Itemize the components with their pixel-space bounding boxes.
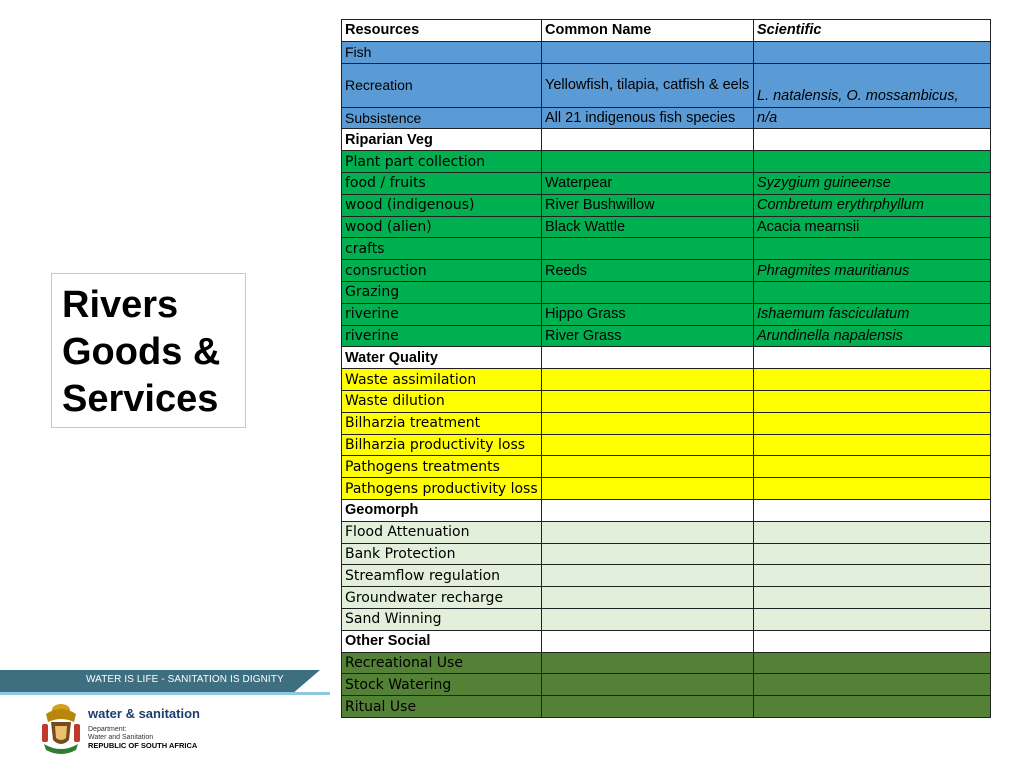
footer-banner <box>0 670 350 692</box>
scientific-cell <box>754 543 991 565</box>
table-row <box>342 216 991 238</box>
common-name-cell <box>542 456 754 478</box>
common-name-cell <box>542 499 754 521</box>
table-row <box>342 238 991 260</box>
common-name-cell <box>542 369 754 391</box>
common-name-cell <box>542 630 754 652</box>
resource-cell: Grazing <box>342 281 542 303</box>
scientific-cell <box>754 521 991 543</box>
resource-cell: Bilharzia treatment <box>342 412 542 434</box>
table-row <box>342 565 991 587</box>
scientific-cell: Ishaemum fasciculatum <box>754 303 991 325</box>
resource-cell: Bilharzia productivity loss <box>342 434 542 456</box>
header-scientific: Scientific <box>754 20 991 42</box>
table-row <box>342 390 991 412</box>
resource-cell: Riparian Veg <box>342 129 542 151</box>
dept-line-2: Water and Sanitation <box>88 734 154 741</box>
scientific-cell <box>754 434 991 456</box>
resource-cell: Streamflow regulation <box>342 565 542 587</box>
resource-cell: Flood Attenuation <box>342 521 542 543</box>
common-name-cell <box>542 151 754 173</box>
common-name-cell: Black Wattle <box>542 216 754 238</box>
resource-cell: Stock Watering <box>342 674 542 696</box>
resources-table <box>341 19 991 718</box>
scientific-cell <box>754 347 991 369</box>
common-name-cell: Reeds <box>542 260 754 282</box>
common-name-cell <box>542 478 754 500</box>
scientific-cell <box>754 499 991 521</box>
common-name-cell <box>542 434 754 456</box>
table-row <box>342 281 991 303</box>
resource-cell: Subsistence <box>342 107 542 129</box>
resource-cell: wood (indigenous) <box>342 194 542 216</box>
resource-cell: Waste dilution <box>342 390 542 412</box>
country-name: REPUBLIC OF SOUTH AFRICA <box>88 741 198 750</box>
resource-cell: consruction <box>342 260 542 282</box>
section-row <box>342 347 991 369</box>
common-name-cell: Yellowfish, tilapia, catfish & eels <box>542 63 754 107</box>
table-header-row <box>342 20 991 42</box>
table-row <box>342 63 991 107</box>
resource-cell: riverine <box>342 325 542 347</box>
scientific-cell: Combretum erythrphyllum <box>754 194 991 216</box>
scientific-cell <box>754 238 991 260</box>
common-name-cell <box>542 565 754 587</box>
resource-cell: Other Social <box>342 630 542 652</box>
resource-cell: Waste assimilation <box>342 369 542 391</box>
table-row <box>342 325 991 347</box>
resource-cell: Pathogens treatments <box>342 456 542 478</box>
common-name-cell <box>542 587 754 609</box>
header-resources: Resources <box>342 20 542 42</box>
department-text <box>88 726 197 751</box>
common-name-cell <box>542 238 754 260</box>
table-row <box>342 543 991 565</box>
common-name-cell <box>542 521 754 543</box>
common-name-cell: River Bushwillow <box>542 194 754 216</box>
resource-cell: Ritual Use <box>342 696 542 718</box>
common-name-cell: All 21 indigenous fish species <box>542 107 754 129</box>
section-row <box>342 129 991 151</box>
table-row <box>342 587 991 609</box>
resource-cell: Groundwater recharge <box>342 587 542 609</box>
common-name-cell <box>542 347 754 369</box>
banner-stripe <box>0 692 330 695</box>
common-name-cell <box>542 412 754 434</box>
resource-cell: Recreational Use <box>342 652 542 674</box>
table-row <box>342 369 991 391</box>
scientific-cell <box>754 630 991 652</box>
common-name-cell <box>542 608 754 630</box>
scientific-cell <box>754 478 991 500</box>
scientific-cell <box>754 696 991 718</box>
table-row <box>342 478 991 500</box>
resource-cell: Recreation <box>342 63 542 107</box>
scientific-cell: n/a <box>754 107 991 129</box>
section-row <box>342 499 991 521</box>
scientific-cell: Syzygium guineense <box>754 172 991 194</box>
resource-cell: crafts <box>342 238 542 260</box>
table-row <box>342 172 991 194</box>
scientific-cell <box>754 565 991 587</box>
scientific-cell <box>754 412 991 434</box>
common-name-cell <box>542 696 754 718</box>
table-row <box>342 194 991 216</box>
scientific-cell <box>754 151 991 173</box>
common-name-cell <box>542 390 754 412</box>
common-name-cell: Waterpear <box>542 172 754 194</box>
resource-cell: Water Quality <box>342 347 542 369</box>
scientific-cell <box>754 608 991 630</box>
table-row <box>342 434 991 456</box>
title-line-3: Services <box>62 378 219 420</box>
resource-cell: Sand Winning <box>342 608 542 630</box>
common-name-cell <box>542 543 754 565</box>
table-row <box>342 151 991 173</box>
resource-cell: riverine <box>342 303 542 325</box>
resource-cell: Plant part collection <box>342 151 542 173</box>
table-row <box>342 652 991 674</box>
common-name-cell <box>542 652 754 674</box>
header-common-name: Common Name <box>542 20 754 42</box>
scientific-cell <box>754 281 991 303</box>
slide-title <box>51 273 246 428</box>
table-row <box>342 107 991 129</box>
table-row <box>342 456 991 478</box>
common-name-cell <box>542 281 754 303</box>
coat-of-arms-icon <box>36 700 86 756</box>
brand-name: water & sanitation <box>88 706 200 721</box>
scientific-cell: Arundinella napalensis <box>754 325 991 347</box>
title-line-2: Goods & <box>62 331 221 373</box>
scientific-cell <box>754 456 991 478</box>
table-row <box>342 260 991 282</box>
common-name-cell: Hippo Grass <box>542 303 754 325</box>
table-row <box>342 521 991 543</box>
banner-slogan: WATER IS LIFE - SANITATION IS DIGNITY <box>86 674 284 685</box>
scientific-cell <box>754 41 991 63</box>
scientific-cell: L. natalensis, O. mossambicus, <box>754 63 991 107</box>
resource-cell: Pathogens productivity loss <box>342 478 542 500</box>
title-line-1: Rivers <box>62 284 179 326</box>
common-name-cell <box>542 41 754 63</box>
section-row <box>342 630 991 652</box>
scientific-cell <box>754 390 991 412</box>
common-name-cell <box>542 674 754 696</box>
table-row <box>342 41 991 63</box>
table-row <box>342 696 991 718</box>
dept-line-1: Department: <box>88 726 127 733</box>
table-row <box>342 674 991 696</box>
table-row <box>342 412 991 434</box>
common-name-cell: River Grass <box>542 325 754 347</box>
resource-cell: wood (alien) <box>342 216 542 238</box>
scientific-cell <box>754 369 991 391</box>
resource-cell: Fish <box>342 41 542 63</box>
scientific-cell <box>754 129 991 151</box>
scientific-cell: Phragmites mauritianus <box>754 260 991 282</box>
scientific-cell <box>754 674 991 696</box>
resource-cell: food / fruits <box>342 172 542 194</box>
resource-cell: Geomorph <box>342 499 542 521</box>
table-row <box>342 303 991 325</box>
scientific-cell <box>754 587 991 609</box>
resource-cell: Bank Protection <box>342 543 542 565</box>
scientific-cell: Acacia mearnsii <box>754 216 991 238</box>
table-row <box>342 608 991 630</box>
common-name-cell <box>542 129 754 151</box>
scientific-cell <box>754 652 991 674</box>
